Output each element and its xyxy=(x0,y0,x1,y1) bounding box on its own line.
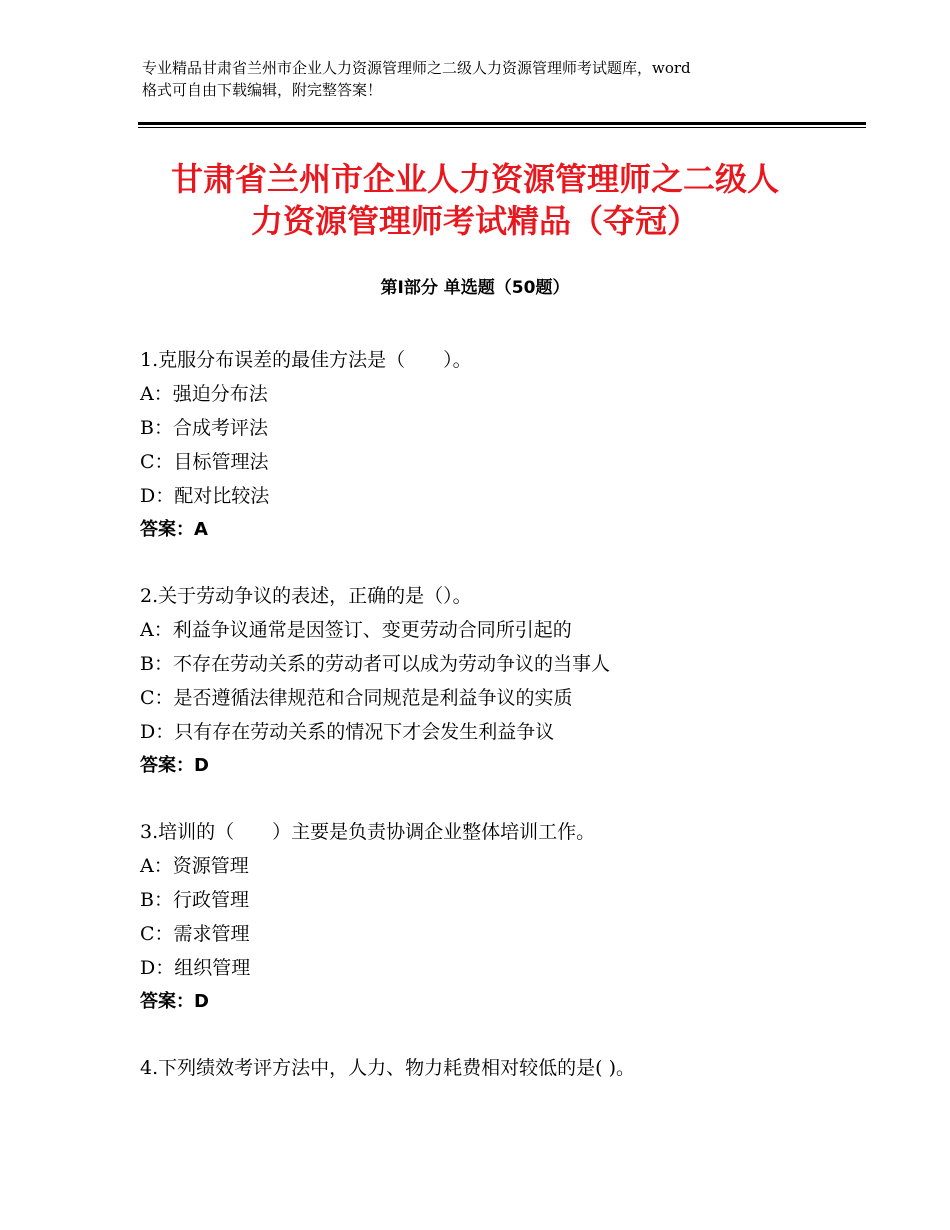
question-stem: 3.培训的（ ）主要是负责协调企业整体培训工作。 xyxy=(140,821,596,843)
document-title-line2: 力资源管理师考试精品（夺冠） xyxy=(250,202,699,240)
option-c: C：需求管理 xyxy=(140,923,250,945)
option-a: A：强迫分布法 xyxy=(140,383,268,405)
option-a: A：资源管理 xyxy=(140,855,249,877)
question-1 xyxy=(140,343,840,547)
option-d: D：组织管理 xyxy=(140,957,251,979)
question-3 xyxy=(140,815,840,1019)
option-c: C：是否遵循法律规范和合同规范是利益争议的实质 xyxy=(140,687,573,709)
header-note-line1: 专业精品甘肃省兰州市企业人力资源管理师之二级人力资源管理师考试题库，word xyxy=(142,59,691,77)
header-rule-thin xyxy=(138,127,866,128)
option-b: B：合成考评法 xyxy=(140,417,268,439)
question-2 xyxy=(140,579,840,783)
option-b: B：行政管理 xyxy=(140,889,249,911)
option-b: B：不存在劳动关系的劳动者可以成为劳动争议的当事人 xyxy=(140,653,610,675)
option-a: A：利益争议通常是因签订、变更劳动合同所引起的 xyxy=(140,619,572,641)
option-c: C：目标管理法 xyxy=(140,451,269,473)
document-title-line1: 甘肃省兰州市企业人力资源管理师之二级人 xyxy=(170,160,779,198)
question-4 xyxy=(140,1051,840,1085)
answer: 答案：D xyxy=(140,991,209,1012)
header-note-line2: 格式可自由下载编辑，附完整答案！ xyxy=(142,81,383,99)
header-note xyxy=(142,57,842,101)
question-stem: 2.关于劳动争议的表述，正确的是（）。 xyxy=(140,585,472,607)
section-title: 第Ⅰ部分 单选题（50题） xyxy=(380,278,570,298)
option-d: D：只有存在劳动关系的情况下才会发生利益争议 xyxy=(140,721,555,743)
document-title xyxy=(120,158,830,242)
option-d: D：配对比较法 xyxy=(140,485,270,507)
header-rule-thick xyxy=(138,122,866,125)
answer: 答案：D xyxy=(140,755,209,776)
question-stem: 1.克服分布误差的最佳方法是（ ）。 xyxy=(140,349,472,371)
answer: 答案：A xyxy=(140,519,208,540)
question-stem: 4.下列绩效考评方法中，人力、物力耗费相对较低的是( )。 xyxy=(140,1057,635,1079)
question-list xyxy=(140,343,840,1117)
